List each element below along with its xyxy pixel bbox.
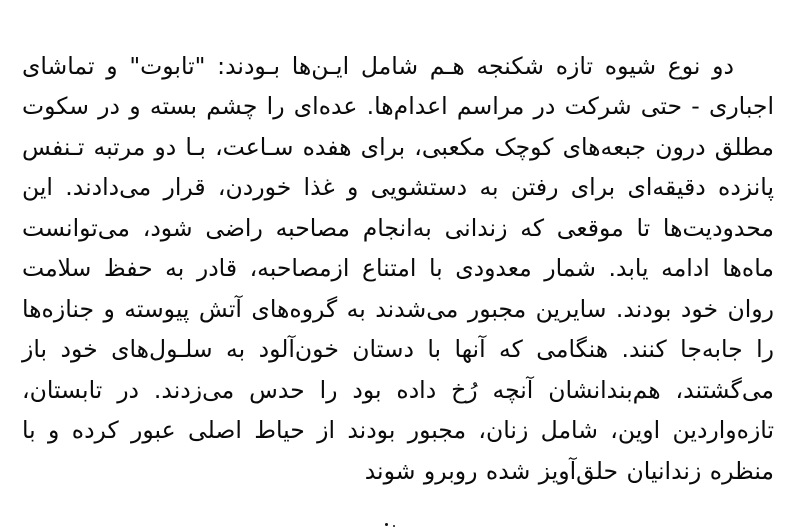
ink-speck — [385, 523, 388, 526]
ink-speck — [393, 525, 395, 527]
body-paragraph: دو نوع شیوه تازه شکنجه هـم شامل ایـن‌ها بـودند: "تابوت" و تماشای اجباری - حتی شرکت در مراسم اعدام‌ها. عده‌ای را چشم بسته و در سکوت مطلق درون جبعه‌های کوچک مکعبی، برای هفده سـاعت، بـا دو مرتبه تـنفس پانزده دقیقه‌ای برای رفتن به دستشویی و غذا خوردن، قرار می‌دادند. این محدودیت‌ها تا موقعی که زندانی به‌انجام مصاحبه راضی شود، می‌توانست ماه‌ها ادامه یابد. شمار معدودی با امتناع ازمصاحبه، قادر به حفظ سلامت روان خود بودند. سایرین مجبور می‌شدند به گروه‌های آتش پیوسته و جنازه‌ها را جابه‌جا کنند. هنگامی که آنها با دستان خون‌آلود به سلـول‌های خود باز می‌گشتند، هم‌بندانشان آنچه رُخ داده بود را حدس می‌زدند. در تابستان، تازه‌واردین اوین، شامل زنان، مجبور بودند از حیاط اصلی عبور کرده و با منظره زندانیان حلق‌آویز شده روبرو شوند — [22, 51, 774, 485]
